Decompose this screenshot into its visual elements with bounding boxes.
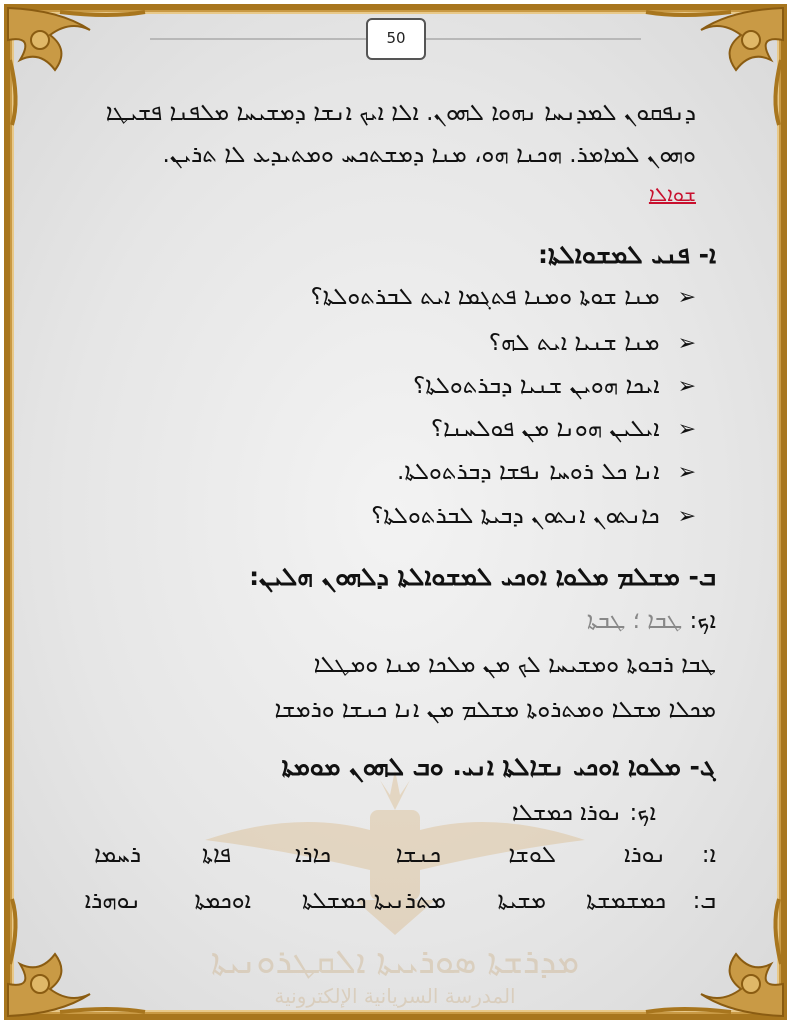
word-cell: ܢܘܗܪܐ bbox=[84, 888, 141, 914]
arrow-bullet-icon: ➢ bbox=[677, 460, 696, 485]
arrow-bullet-icon: ➢ bbox=[677, 331, 696, 356]
intro-line-1: ܕܢܦܩܘܢ ܠܡܕܢܚܐ ܢܗܘܐ ܠܗܘܢ. ܐܠܐ ܐܝܟ ܐܢܫܐ ܕܡܫܝܚܐ ܡܠܦܢܐ ܦܫܝܛܐ bbox=[105, 100, 696, 126]
section-2-line-2: ܡܟܠܐ ܡܫܠܐ ܘܡܬܪܘܬܐ ܡܫܠܡ ܡܢ ܐܢܐ ܟܢܫܐ ܘܪܡܫܐ bbox=[274, 697, 716, 723]
section-3-example: ܐܟ: ܢܘܪܐ ܟܡܫܠܐ bbox=[511, 800, 656, 826]
list-item: ➢ܐܢܐ ܟܠ ܪܘܚܐ ܢܦܫܐ ܕܒܪܬܘܠܬܐ. bbox=[397, 459, 696, 485]
list-item: ➢ܡܢܐ ܫܘܬܐ ܘܡܢܐ ܦܬܓܡܐ ܐܝܬ ܠܒܪܬܘܠܬܐ؟ bbox=[310, 284, 696, 310]
intro-line-2: ܘܗܘܢ ܠܡܐܡܪ. ܗܟܢܐ ܗܘ، ܡܢܐ ܕܡܫܬܟܚ ܘܡܬܝܕܥ ܠܐ ܬܪܝܢ. bbox=[162, 142, 696, 168]
arrow-bullet-icon: ➢ bbox=[677, 374, 696, 399]
arrow-bullet-icon: ➢ bbox=[677, 417, 696, 442]
row-b-label: ܒ: bbox=[692, 888, 716, 914]
word-cell: ܟܐܪܐ bbox=[294, 842, 331, 868]
word-cell: ܡܫܝܬܐ bbox=[497, 888, 546, 914]
word-cell: ܟܡܫܡܫܬܐ bbox=[586, 888, 666, 914]
document-body bbox=[70, 0, 716, 1024]
word-cell: ܡܬܪܢܝܬܐ ܟܡܫܠܬܐ bbox=[302, 888, 446, 914]
row-a-label: ܐ: bbox=[701, 842, 716, 868]
word-cell: ܟܢܫܐ bbox=[395, 842, 441, 868]
list-item: ➢ܐܝܟܐ ܗܘܝܢ ܫܢܝܐ ܕܒܪܬܘܠܬܐ؟ bbox=[412, 373, 696, 399]
list-item: ➢ܟܐܢܬܘܢ ܐܢܬܘܢ ܕܒܝܬܐ ܠܒܪܬܘܠܬܐ؟ bbox=[371, 503, 696, 529]
section-3-title: ܓ- ܡܠܘܐ ܐܘܟܝ ܢܫܐܠܬܐ ܐܢܝ. ܘܒ ܠܗܘܢ ܡܘܡܬܐ bbox=[281, 752, 716, 781]
watermark-syriac: ܡܕܪܫܬܐ ܣܘܪܝܝܬܐ ܐܠܩܛܪܘܢܝܬܐ bbox=[210, 942, 580, 982]
questions-label: ܫܘܐܠܐ bbox=[648, 182, 696, 206]
section-2-line-1: ܛܒܐ ܪܒܘܬܐ ܘܡܫܝܚܐ ܠܟ ܡܢ ܡܠܟܐ ܡܢܐ ܘܡܛܠܐ bbox=[313, 652, 716, 678]
word-cell: ܦܐܬܐ bbox=[202, 842, 231, 868]
arrow-bullet-icon: ➢ bbox=[677, 504, 696, 529]
list-item: ➢ܡܢܐ ܫܢܝܐ ܐܝܬ ܠܗ؟ bbox=[488, 330, 696, 356]
arrow-bullet-icon: ➢ bbox=[677, 285, 696, 310]
section-2-example: ܐܟ: ܛܒܐ ؛ ܛܒܬܐ bbox=[586, 608, 716, 634]
word-cell: ܐܘܟܡܬܐ bbox=[194, 888, 251, 914]
list-item: ➢ܐܝܠܝܢ ܗܘܢܐ ܡܢ ܦܘܠܚܢܐ؟ bbox=[430, 416, 696, 442]
section-2-title: ܒ- ܡܫܠܡ ܡܠܘܐ ܐܘܟܝ ܠܡܫܘܐܠܬܐ ܕܠܗܘܢ ܗܠܝܢ: bbox=[249, 562, 716, 591]
word-cell: ܢܘܪܐ bbox=[624, 842, 666, 868]
word-cell: ܪܚܡܐ bbox=[94, 842, 141, 868]
word-cell: ܠܘܫܐ bbox=[508, 842, 556, 868]
watermark-arabic: المدرسة السريانية الإلكترونية bbox=[274, 984, 516, 1008]
page-number: 50 bbox=[366, 18, 426, 60]
section-1-title: ܐ- ܦܢܝ ܠܡܫܘܐܠܬܐ: bbox=[537, 240, 716, 269]
